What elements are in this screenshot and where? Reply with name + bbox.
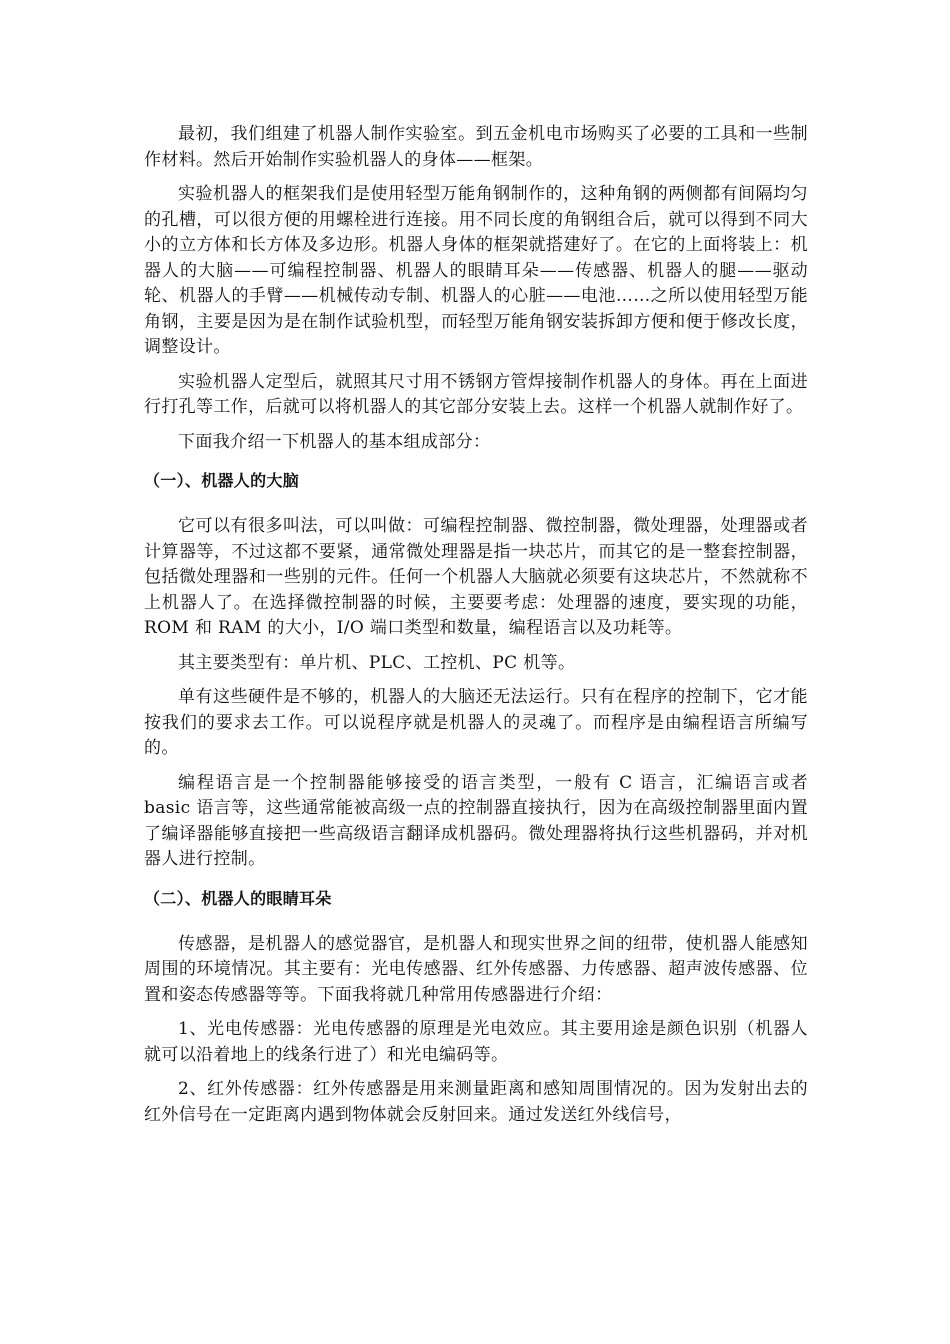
section-heading-sensors: （二）、机器人的眼睛耳朵 bbox=[144, 888, 332, 908]
brain-paragraph-3: 单有这些硬件是不够的，机器人的大脑还无法运行。只有在程序的控制下，它才能按我们的要求去工作。可以说程序就是机器人的灵魂了。而程序是由编程语言所编写的。 bbox=[144, 687, 808, 758]
section-heading-brain: （一）、机器人的大脑 bbox=[144, 471, 300, 490]
brain-paragraph-1: 它可以有很多叫法，可以叫做：可编程控制器、微控制器，微处理器，处理器或者计算器等，不过这都不要紧，通常微处理器是指一块芯片，而其它的是一整套控制器，包括微处理器和一些别的元件。任何一个机器人大脑就必须要有这块芯片，不然就称不上机器人了。在选择微控制器的时候，主要要考虑：处理器的速度，要实现的功能，ROM 和 RAM 的大小，I/O 端口类型和数量，编程语言以及功耗等。 bbox=[144, 516, 808, 638]
intro-paragraph-3: 实验机器人定型后，就照其尺寸用不锈钢方管焊接制作机器人的身体。再在上面进行打孔等工作，后就可以将机器人的其它部分安装上去。这样一个机器人就制作好了。 bbox=[144, 371, 808, 417]
intro-paragraph-2: 实验机器人的框架我们是使用轻型万能角钢制作的，这种角钢的两侧都有间隔均匀的孔槽，可以很方便的用螺栓进行连接。用不同长度的角钢组合后，就可以得到不同大小的立方体和长方体及多边形。机器人身体的框架就搭建好了。在它的上面将装上：机器人的大脑——可编程控制器、机器人的眼睛耳朵——传感器、机器人的腿——驱动轮、机器人的手臂——机械传动专制、机器人的心脏——电池……之所以使用轻型万能角钢，主要是因为是在制作试验机型，而轻型万能角钢安装拆卸方便和便于修改长度，调整设计。 bbox=[144, 184, 808, 357]
sensors-paragraph-2: 1、光电传感器：光电传感器的原理是光电效应。其主要用途是颜色识别（机器人就可以沿着地上的线条行进了）和光电编码等。 bbox=[144, 1019, 808, 1065]
brain-paragraph-2: 其主要类型有：单片机、PLC、工控机、PC 机等。 bbox=[178, 652, 576, 673]
intro-paragraph-1: 最初，我们组建了机器人制作实验室。到五金机电市场购买了必要的工具和一些制作材料。然后开始制作实验机器人的身体——框架。 bbox=[144, 124, 808, 170]
sensors-paragraph-1: 传感器，是机器人的感觉器官，是机器人和现实世界之间的纽带，使机器人能感知周围的环境情况。其主要有：光电传感器、红外传感器、力传感器、超声波传感器、位置和姿态传感器等等。下面我将就几种常用传感器进行介绍： bbox=[144, 933, 808, 1005]
intro-paragraph-4: 下面我介绍一下机器人的基本组成部分： bbox=[178, 431, 491, 452]
document-body bbox=[144, 122, 808, 1137]
brain-paragraph-4: 编程语言是一个控制器能够接受的语言类型，一般有 C 语言，汇编语言或者 basic 语言等，这些通常能被高级一点的控制器直接执行，因为在高级控制器里面内置了编译器能够直接把一些高级语言翻译成机器码。微处理器将执行这些机器码，并对机器人进行控制。 bbox=[144, 772, 808, 869]
sensors-paragraph-3: 2、红外传感器：红外传感器是用来测量距离和感知周围情况的。因为发射出去的红外信号在一定距离内遇到物体就会反射回来。通过发送红外线信号， bbox=[144, 1079, 808, 1125]
